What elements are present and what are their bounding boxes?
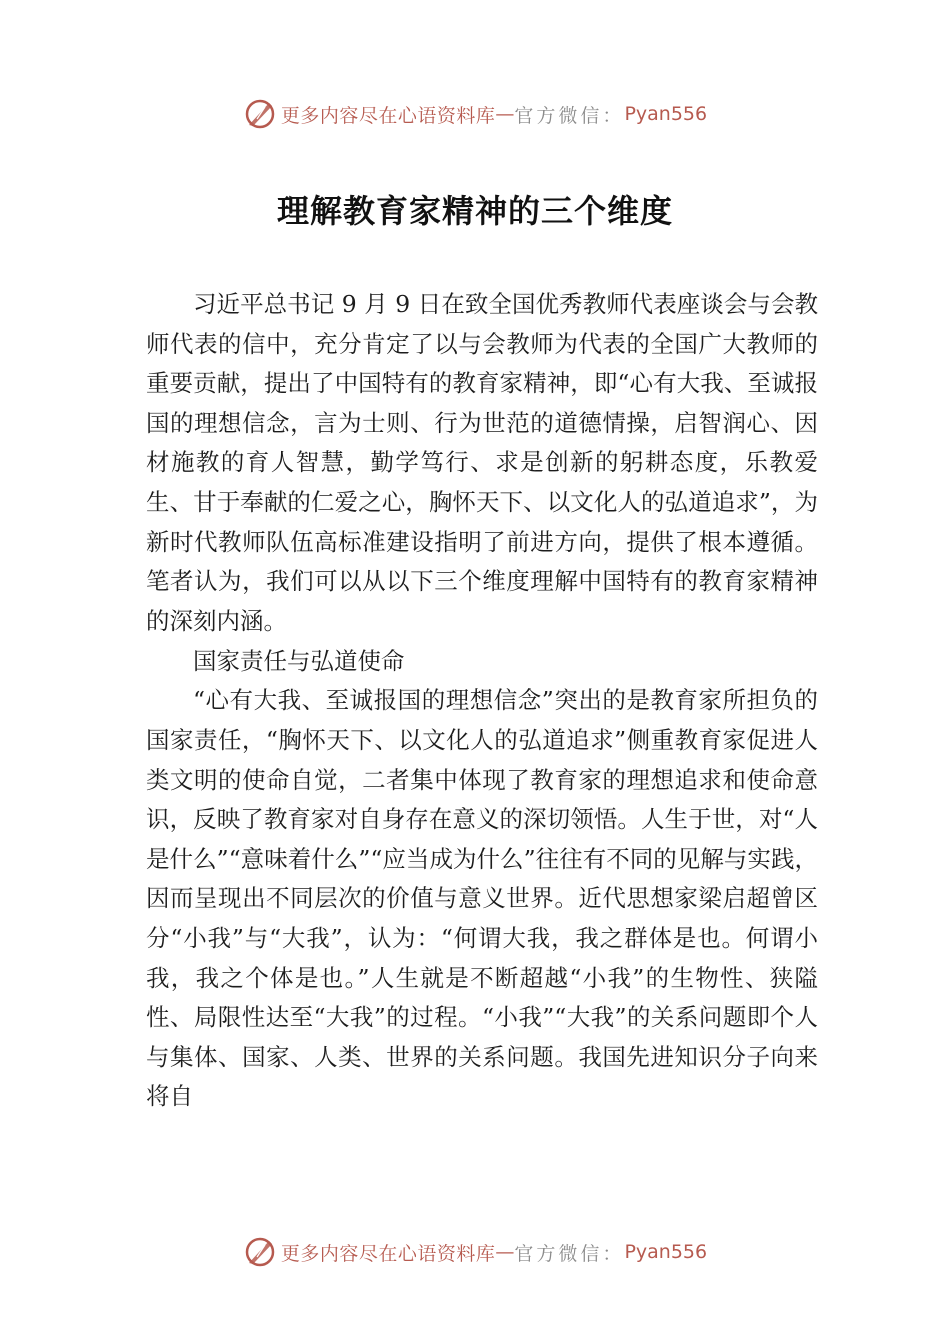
watermark-dash: — (495, 1241, 515, 1263)
section-heading: 国家责任与弘道使命 (193, 647, 405, 676)
document-title: 理解教育家精神的三个维度 (276, 192, 673, 230)
watermark-dash: — (495, 103, 515, 125)
paragraph: “心有大我、至诚报国的理想信念”突出的是教育家所担负的国家责任，“胸怀天下、以文化人的弘道追求”侧重教育家促进人类文明的使命自觉，二者集中体现了教育家的理想追求和使命意识，反映了教育家对自身存在意义的深切领悟。人生于世，对“人是什么”“意味着什么”“应当成为什么”往往有不同的见解与实践，因而呈现出不同层次的价值与意义世界。近代思想家梁启超曾区分“小我”与“大我”，认为：“何谓大我，我之群体是也。何谓小我，我之个体是也。”人生就是不断超越“小我”的生物性、狭隘性、局限性达至“大我”的过程。“小我”“大我”的关系问题即个人与集体、国家、人类、世界的关系问题。我国先进知识分子向来将自 (146, 686, 818, 1111)
watermark-label: 官方微信： (514, 1242, 625, 1265)
watermark-wechat-id: Pyan556 (624, 103, 708, 125)
watermark-text: 更多内容尽在心语资料库 (280, 104, 496, 127)
paragraph: 习近平总书记 9 月 9 日在致全国优秀教师代表座谈会与会教师代表的信中，充分肯定了以与会教师为代表的全国广大教师的重要贡献，提出了中国特有的教育家精神，即“心有大我、至诚报国的理想信念，言为士则、行为世范的道德情操，启智润心、因材施教的育人智慧，勤学笃行、求是创新的躬耕态度，乐教爱生、甘于奉献的仁爱之心，胸怀天下、以文化人的弘道追求”，为新时代教师队伍高标准建设指明了前进方向，提供了根本遵循。笔者认为，我们可以从以下三个维度理解中国特有的教育家精神的深刻内涵。 (146, 290, 818, 635)
watermark-label: 官方微信： (514, 104, 625, 127)
feather-pen-logo-icon (243, 1235, 277, 1269)
feather-pen-logo-icon (243, 97, 277, 131)
watermark-wechat-id: Pyan556 (624, 1241, 708, 1263)
watermark-text: 更多内容尽在心语资料库 (280, 1242, 496, 1265)
footer-watermark (0, 1232, 950, 1272)
document-body (146, 285, 818, 1117)
header-watermark (0, 94, 950, 134)
